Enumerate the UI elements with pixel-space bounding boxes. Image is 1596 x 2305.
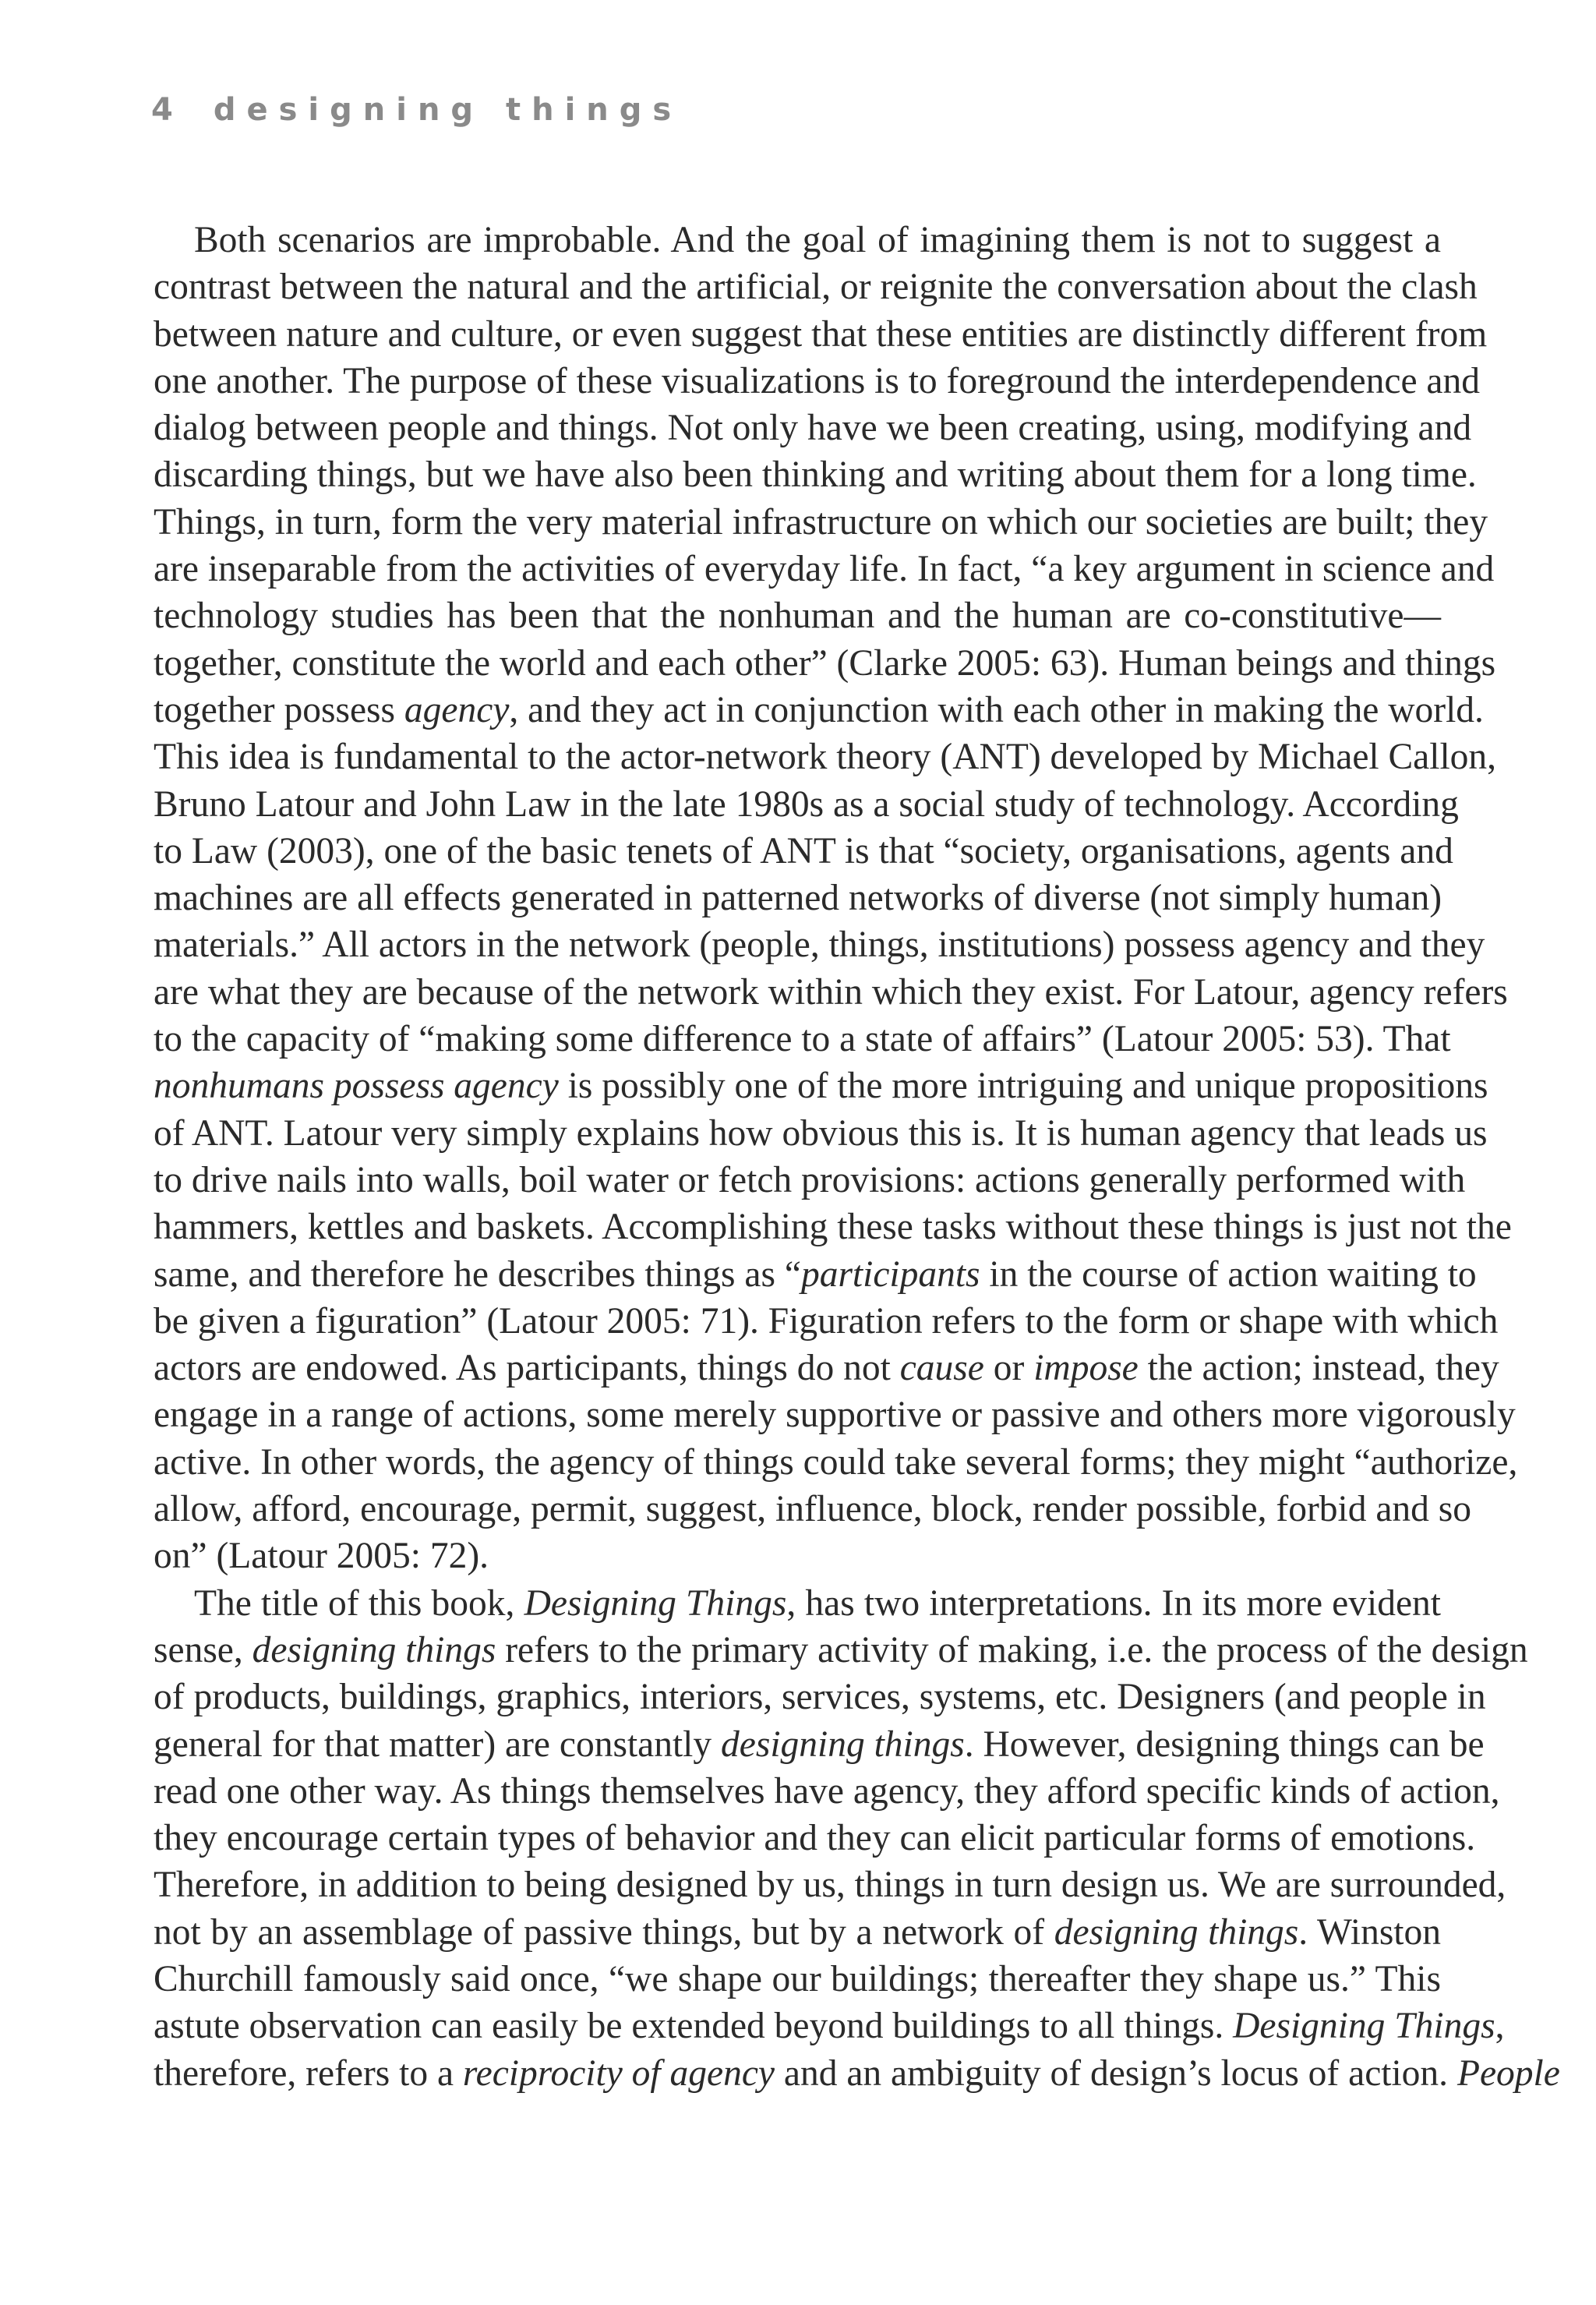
text-line: together possess agency, and they act in conjunction with each other in making the world.	[154, 689, 1484, 730]
emphasis: designing things	[1054, 1911, 1299, 1953]
text-line: to the capacity of “making some difference to a state of affairs” (Latour 2005: 53). That	[154, 1019, 1451, 1060]
text-line: nonhumans possess agency is possibly one of the more intriguing and unique propositions	[154, 1066, 1488, 1107]
text-line: sense, designing things refers to the primary activity of making, i.e. the process of the design	[154, 1629, 1528, 1670]
emphasis: designing things	[252, 1629, 496, 1670]
text-line: machines are all effects generated in patterned networks of diverse (not simply human)	[154, 878, 1442, 919]
text-line: read one other way. As things themselves have agency, they afford specific kinds of action,	[154, 1770, 1500, 1812]
text-line: Both scenarios are improbable. And the goal of imagining them is not to suggest a	[194, 220, 1441, 260]
emphasis: Designing Things	[524, 1582, 787, 1624]
text-line: general for that matter) are constantly designing things. However, designing things can be	[154, 1723, 1485, 1765]
text-line: Bruno Latour and John Law in the late 1980s as a social study of technology. According	[154, 783, 1459, 825]
text-line: same, and therefore he describes things as “participants in the course of action waiting to	[154, 1253, 1477, 1295]
text-line: dialog between people and things. Not only have we been creating, using, modifying and	[154, 408, 1472, 449]
emphasis: reciprocity of agency	[462, 2052, 775, 2094]
text-line: Things, in turn, form the very material infrastructure on which our societies are built; they	[154, 501, 1488, 543]
text-line: hammers, kettles and baskets. Accomplishing these tasks without these things is just not the	[154, 1207, 1512, 1248]
text-line: be given a figuration” (Latour 2005: 71). Figuration refers to the form or shape with which	[154, 1300, 1499, 1342]
text-line: materials.” All actors in the network (people, things, institutions) possess agency and they	[154, 924, 1485, 966]
emphasis: nonhumans possess agency	[154, 1066, 559, 1107]
paragraph-2	[154, 1580, 1560, 2097]
text-line: The title of this book, Designing Things, has two interpretations. In its more evident	[194, 1582, 1441, 1624]
body-text	[154, 217, 1560, 2097]
text-line: therefore, refers to a reciprocity of agency and an ambiguity of design’s locus of action. People	[154, 2052, 1560, 2094]
text-line: between nature and culture, or even suggest that these entities are distinctly different from	[154, 313, 1488, 355]
text-line: Therefore, in addition to being designed by us, things in turn design us. We are surrounded,	[154, 1865, 1506, 1906]
emphasis: cause	[899, 1348, 984, 1389]
text-line: one another. The purpose of these visualizations is to foreground the interdependence and	[154, 360, 1480, 401]
text-line: astute observation can easily be extended beyond buildings to all things. Designing Things,	[154, 2006, 1505, 2047]
text-line: of products, buildings, graphics, interiors, services, systems, etc. Designers (and people in	[154, 1677, 1486, 1718]
text-line: engage in a range of actions, some merely supportive or passive and others more vigorously	[154, 1395, 1516, 1436]
text-line: together, constitute the world and each other” (Clarke 2005: 63). Human beings and things	[154, 642, 1496, 684]
text-line: active. In other words, the agency of things could take several forms; they might “authorize,	[154, 1441, 1518, 1483]
text-line: Churchill famously said once, “we shape our buildings; thereafter they shape us.” This	[154, 1958, 1441, 1999]
text-line: are inseparable from the activities of everyday life. In fact, “a key argument in science and	[154, 549, 1495, 590]
emphasis: designing things	[721, 1723, 965, 1765]
text-line: are what they are because of the network within which they exist. For Latour, agency refers	[154, 971, 1508, 1013]
text-line: actors are endowed. As participants, things do not cause or impose the action; instead, they	[154, 1348, 1499, 1389]
text-line: This idea is fundamental to the actor-network theory (ANT) developed by Michael Callon,	[154, 737, 1497, 778]
text-line: contrast between the natural and the artificial, or reignite the conversation about the clash	[154, 267, 1478, 308]
emphasis: Designing Things	[1233, 2006, 1495, 2047]
text-line: on” (Latour 2005: 72).	[154, 1536, 489, 1577]
running-head-title: designing things	[213, 92, 683, 128]
emphasis: agency	[404, 689, 510, 730]
text-line: they encourage certain types of behavior and they can elicit particular forms of emotions.	[154, 1818, 1476, 1859]
text-line: of ANT. Latour very simply explains how obvious this is. It is human agency that leads us	[154, 1112, 1488, 1154]
text-line: discarding things, but we have also been thinking and writing about them for a long time.	[154, 454, 1477, 496]
text-line: to drive nails into walls, boil water or fetch provisions: actions generally performed with	[154, 1159, 1466, 1200]
emphasis: impose	[1033, 1348, 1139, 1389]
text-line: allow, afford, encourage, permit, suggest, influence, block, render possible, forbid and so	[154, 1489, 1472, 1530]
text-line: technology studies has been that the nonhuman and the human are co-constitutive—	[154, 596, 1441, 637]
text-line: not by an assemblage of passive things, but by a network of designing things. Winston	[154, 1911, 1441, 1953]
text-line: to Law (2003), one of the basic tenets of ANT is that “society, organisations, agents and	[154, 830, 1453, 871]
emphasis: People	[1457, 2052, 1560, 2094]
page-number: 4	[151, 92, 184, 128]
running-head	[151, 92, 682, 128]
paragraph-1	[154, 217, 1518, 1580]
emphasis: participants	[800, 1253, 980, 1295]
